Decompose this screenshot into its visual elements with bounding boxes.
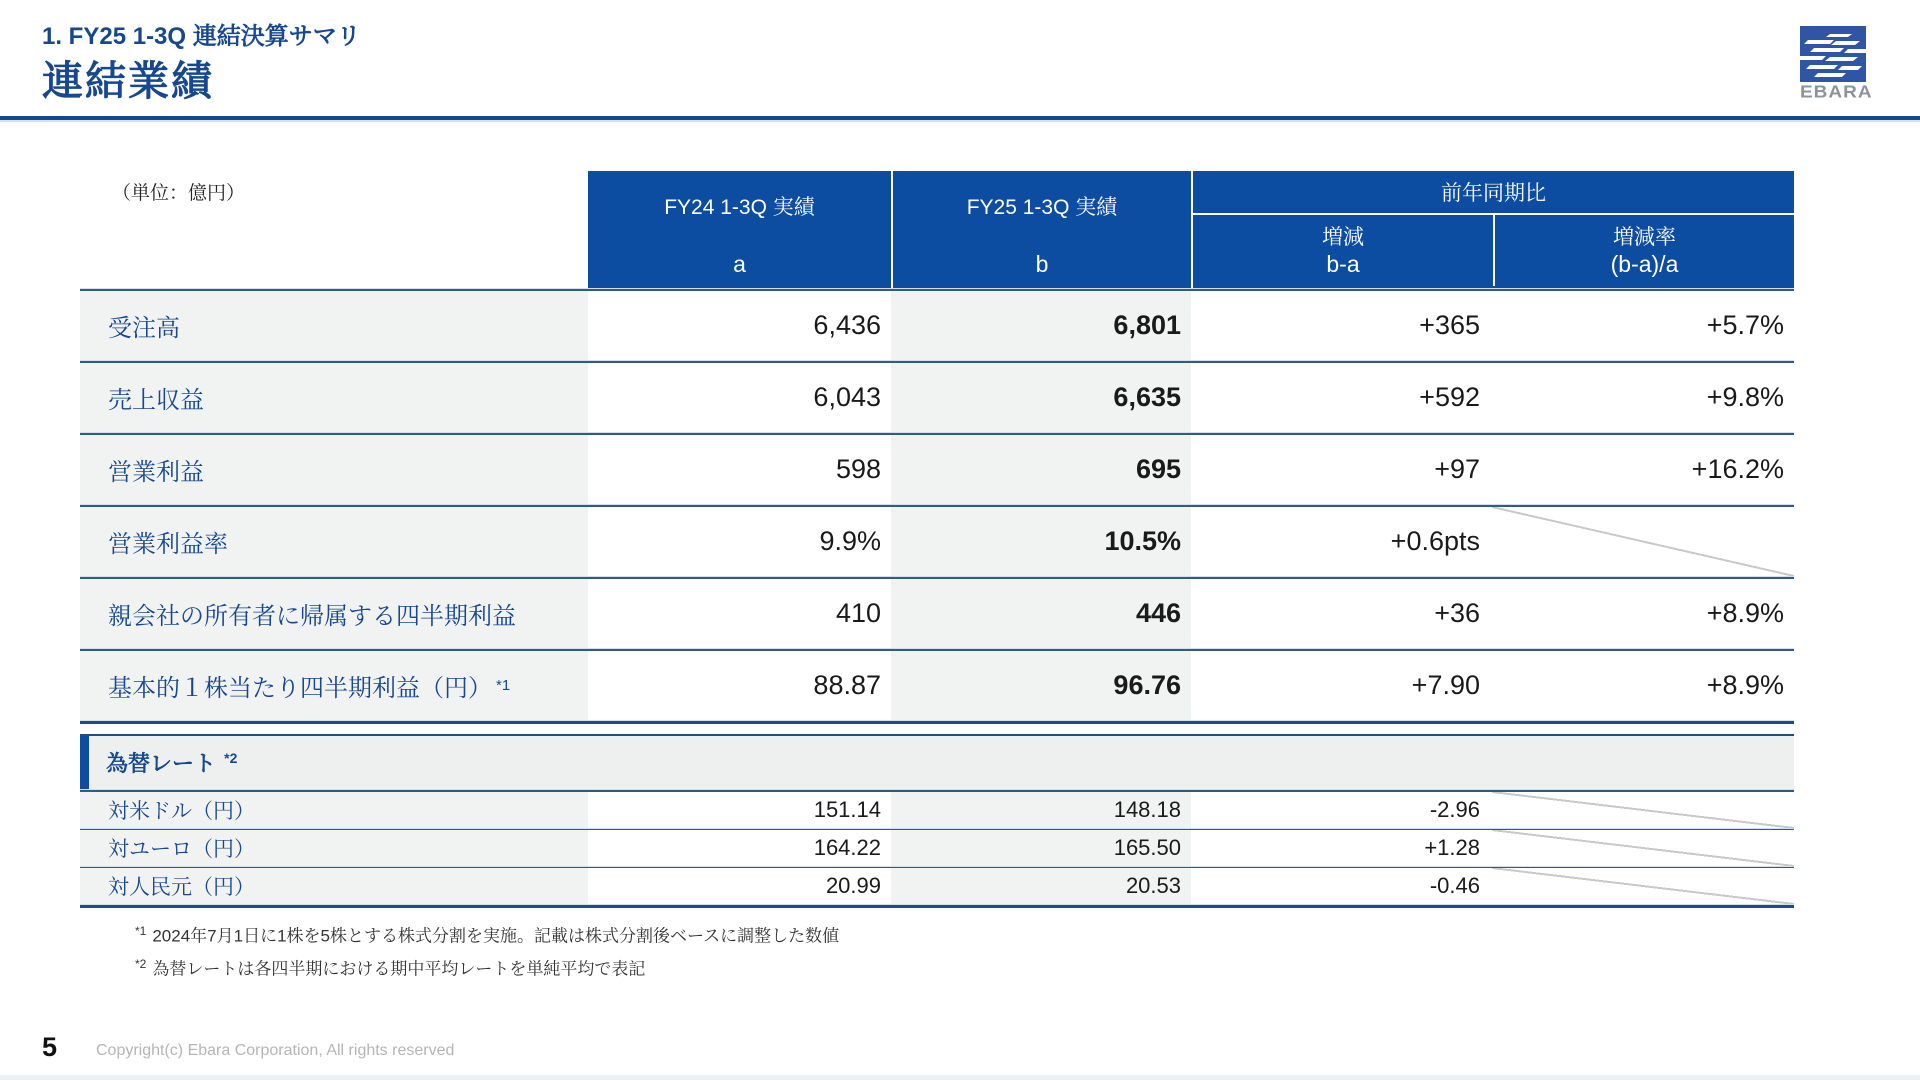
header-change-rate bbox=[1493, 215, 1794, 286]
change-value: +0.6pts bbox=[1191, 507, 1492, 576]
fy24-value: 410 bbox=[588, 579, 891, 648]
change-rate-value: +8.9% bbox=[1492, 579, 1794, 648]
fy25-value: 695 bbox=[891, 435, 1191, 504]
header-fy25 bbox=[891, 171, 1191, 288]
section-gap bbox=[80, 724, 1794, 734]
fy24-value: 598 bbox=[588, 435, 891, 504]
fy24-value: 6,436 bbox=[588, 291, 891, 360]
fy25-value: 148.18 bbox=[891, 792, 1191, 828]
row-label-text: 基本的１株当たり四半期利益（円） bbox=[108, 675, 492, 702]
header-fy24 bbox=[588, 171, 891, 288]
change-value: +7.90 bbox=[1191, 651, 1492, 720]
fy24-value: 20.99 bbox=[588, 868, 891, 904]
bottom-strip bbox=[0, 1075, 1920, 1080]
change-rate-na-cell bbox=[1492, 868, 1794, 904]
ebara-logo bbox=[1800, 26, 1873, 102]
header-yoy-label: 前年同期比 bbox=[1193, 171, 1794, 215]
fy25-value: 10.5% bbox=[891, 507, 1191, 576]
unit-note: （単位：億円） bbox=[112, 183, 246, 204]
header-fy24-label: FY24 1-3Q 実績 bbox=[664, 196, 815, 219]
row-label: 対ユーロ（円） bbox=[80, 830, 588, 866]
footnotes bbox=[135, 920, 839, 986]
change-value: +1.28 bbox=[1191, 830, 1492, 866]
header-yoy-group bbox=[1191, 171, 1794, 288]
fx-bottom-rule bbox=[80, 904, 1794, 908]
page-title: 連結業績 bbox=[42, 58, 214, 104]
row-label: 対人民元（円） bbox=[80, 868, 588, 904]
fx-section-title bbox=[106, 747, 237, 778]
header-fy25-key: b bbox=[1035, 251, 1049, 277]
row-label bbox=[80, 651, 588, 720]
footnote-ref-2: *2 bbox=[224, 749, 238, 766]
copyright-text: Copyright(c) Ebara Corporation, All rights reserved bbox=[96, 1042, 455, 1059]
row-label: 売上収益 bbox=[80, 363, 588, 432]
results-table bbox=[80, 171, 1794, 908]
change-value: +592 bbox=[1191, 363, 1492, 432]
fx-row-eur bbox=[80, 830, 1794, 866]
table-row-quarterly-profit bbox=[80, 579, 1794, 648]
row-label: 営業利益 bbox=[80, 435, 588, 504]
change-rate-na-cell bbox=[1492, 507, 1794, 576]
table-row-revenue bbox=[80, 363, 1794, 432]
footnote-1 bbox=[135, 920, 839, 953]
title-divider bbox=[0, 116, 1920, 122]
header-change-formula: b-a bbox=[1326, 251, 1360, 277]
footnote-1-marker: *1 bbox=[135, 924, 147, 938]
change-value: +36 bbox=[1191, 579, 1492, 648]
row-label: 営業利益率 bbox=[80, 507, 588, 576]
section-subtitle: 1. FY25 1-3Q 連結決算サマリ bbox=[42, 23, 361, 50]
header-change bbox=[1193, 215, 1493, 286]
footnote-2-marker: *2 bbox=[135, 956, 147, 971]
change-rate-value: +16.2% bbox=[1492, 435, 1794, 504]
fy25-value: 446 bbox=[891, 579, 1191, 648]
change-value: +97 bbox=[1191, 435, 1492, 504]
row-label: 受注高 bbox=[80, 291, 588, 360]
fy24-value: 88.87 bbox=[588, 651, 891, 720]
fx-section-title-text: 為替レート bbox=[106, 751, 217, 776]
header-fy24-key: a bbox=[733, 251, 746, 277]
ebara-logo-icon bbox=[1800, 26, 1866, 82]
change-rate-value: +5.7% bbox=[1492, 291, 1794, 360]
row-label: 親会社の所有者に帰属する四半期利益 bbox=[80, 579, 588, 648]
footnote-2-text: 為替レートは各四半期における期中平均レートを単純平均で表記 bbox=[152, 959, 646, 979]
table-header bbox=[80, 171, 1794, 288]
footnote-2 bbox=[135, 953, 839, 986]
fy24-value: 151.14 bbox=[588, 792, 891, 828]
header-change-label: 増減 bbox=[1322, 226, 1364, 249]
table-row-operating-margin bbox=[80, 507, 1794, 576]
fy25-value: 165.50 bbox=[891, 830, 1191, 866]
footnote-1-text: 2024年7月1日に1株を5株とする株式分割を実施。記載は株式分割後ベースに調整した数値 bbox=[152, 926, 840, 946]
table-row-eps bbox=[80, 651, 1794, 720]
fy25-value: 6,801 bbox=[891, 291, 1191, 360]
ebara-logo-text: EBARA bbox=[1800, 83, 1873, 102]
row-label: 対米ドル（円） bbox=[80, 792, 588, 828]
fy24-value: 164.22 bbox=[588, 830, 891, 866]
footnote-ref-1: *1 bbox=[496, 677, 511, 694]
fy25-value: 20.53 bbox=[891, 868, 1191, 904]
header-change-rate-label: 増減率 bbox=[1613, 226, 1676, 249]
fy25-value: 6,635 bbox=[891, 363, 1191, 432]
fx-row-usd bbox=[80, 792, 1794, 828]
table-row-orders bbox=[80, 291, 1794, 360]
header-yoy-subcolumns bbox=[1193, 215, 1794, 286]
page-number: 5 bbox=[42, 1032, 58, 1062]
change-rate-na-cell bbox=[1492, 792, 1794, 828]
fx-accent-bar bbox=[80, 736, 89, 789]
change-rate-value: +9.8% bbox=[1492, 363, 1794, 432]
change-value: -0.46 bbox=[1191, 868, 1492, 904]
header-change-rate-formula: (b-a)/a bbox=[1610, 251, 1679, 277]
fy24-value: 9.9% bbox=[588, 507, 891, 576]
table-row-operating-profit bbox=[80, 435, 1794, 504]
fx-section-header bbox=[80, 734, 1794, 789]
header-fy25-label: FY25 1-3Q 実績 bbox=[966, 196, 1118, 219]
fy24-value: 6,043 bbox=[588, 363, 891, 432]
change-value: -2.96 bbox=[1191, 792, 1492, 828]
change-value: +365 bbox=[1191, 291, 1492, 360]
fy25-value: 96.76 bbox=[891, 651, 1191, 720]
change-rate-na-cell bbox=[1492, 830, 1794, 866]
fx-row-cny bbox=[80, 868, 1794, 904]
change-rate-value: +8.9% bbox=[1492, 651, 1794, 720]
header-spacer bbox=[80, 171, 588, 288]
